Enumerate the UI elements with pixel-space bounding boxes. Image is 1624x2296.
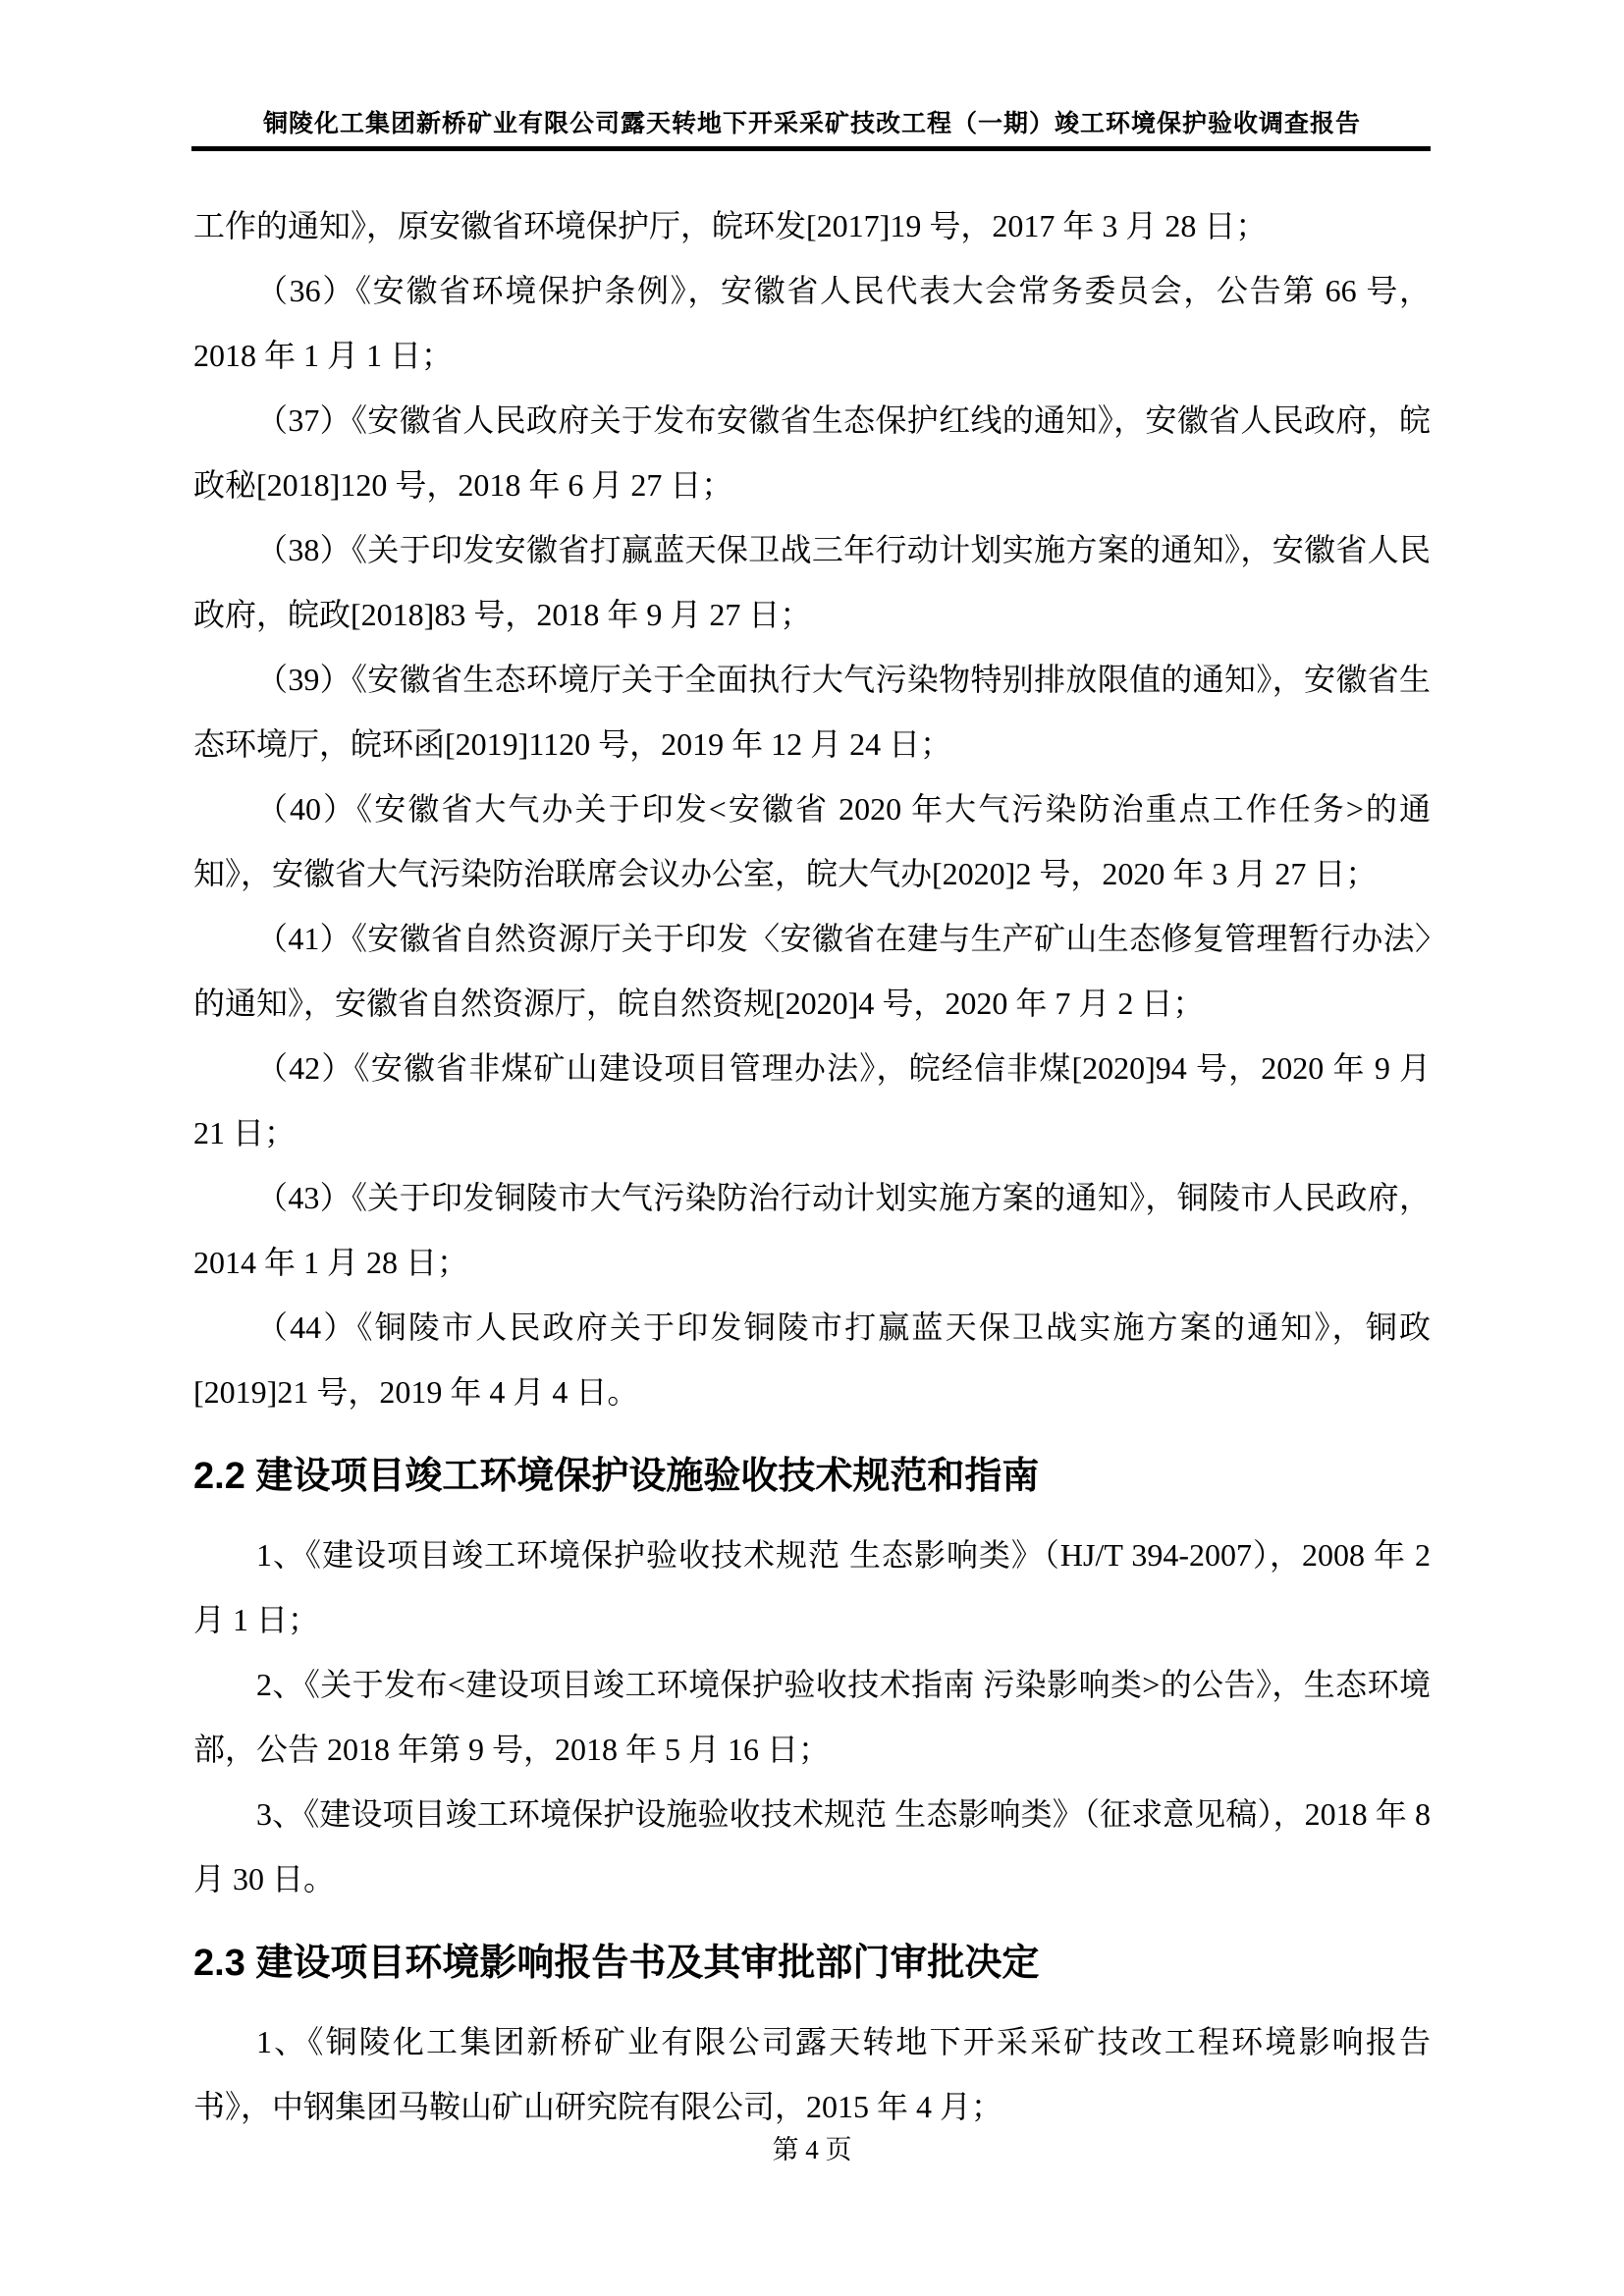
- page-footer: [0, 2128, 1624, 2166]
- body-paragraph-ref-37: （37）《安徽省人民政府关于发布安徽省生态保护红线的通知》，安徽省人民政府，皖政秘[2018]120 号，2018 年 6 月 27 日；: [193, 402, 1431, 503]
- body-paragraph-2-2-item-3: 3、《建设项目竣工环境保护设施验收技术规范 生态影响类》（征求意见稿），2018 年 8 月 30 日。: [193, 1796, 1431, 1896]
- body-paragraph-ref-43: （43）《关于印发铜陵市大气污染防治行动计划实施方案的通知》，铜陵市人民政府，2014 年 1 月 28 日；: [193, 1180, 1431, 1280]
- body-paragraph-2-2-item-2: 2、《关于发布<建设项目竣工环境保护验收技术指南 污染影响类>的公告》，生态环境部，公告 2018 年第 9 号，2018 年 5 月 16 日；: [193, 1667, 1431, 1767]
- body-paragraph-2-2-item-1: 1、《建设项目竣工环境保护验收技术规范 生态影响类》（HJ/T 394-2007），2008 年 2 月 1 日；: [193, 1537, 1431, 1637]
- body-paragraph-continuation: 工作的通知》，原安徽省环境保护厅，皖环发[2017]19 号，2017 年 3 月 28 日；: [193, 208, 1268, 243]
- header-rule: [191, 146, 1431, 151]
- body-paragraph-ref-44: （44）《铜陵市人民政府关于印发铜陵市打赢蓝天保卫战实施方案的通知》，铜政[2019]21 号，2019 年 4 月 4 日。: [193, 1309, 1431, 1410]
- body-paragraph-2-3-item-1: 1、《铜陵化工集团新桥矿业有限公司露天转地下开采采矿技改工程环境影响报告书》，中钢集团马鞍山矿山研究院有限公司，2015 年 4 月；: [193, 2024, 1431, 2124]
- document-body: [193, 193, 1431, 2139]
- body-paragraph-ref-41: （41）《安徽省自然资源厅关于印发〈安徽省在建与生产矿山生态修复管理暂行办法〉的通知》，安徽省自然资源厅，皖自然资规[2020]4 号，2020 年 7 月 2 日；: [193, 921, 1431, 1021]
- running-header-title: 铜陵化工集团新桥矿业有限公司露天转地下开采采矿技改工程（一期）竣工环境保护验收调查报告: [262, 111, 1361, 137]
- body-paragraph-ref-40: （40）《安徽省大气办关于印发<安徽省 2020 年大气污染防治重点工作任务>的通知》，安徽省大气污染防治联席会议办公室，皖大气办[2020]2 号，2020 年 3 月 27 日；: [193, 791, 1431, 891]
- page-number: 第 4 页: [772, 2135, 852, 2164]
- body-paragraph-ref-42: （42）《安徽省非煤矿山建设项目管理办法》，皖经信非煤[2020]94 号，2020 年 9 月 21 日；: [193, 1050, 1431, 1150]
- body-paragraph-ref-36: （36）《安徽省环境保护条例》，安徽省人民代表大会常务委员会，公告第 66 号，2018 年 1 月 1 日；: [193, 273, 1431, 373]
- section-heading-2-3: 2.3 建设项目环境影响报告书及其审批部门审批决定: [193, 1943, 1040, 1984]
- body-paragraph-ref-39: （39）《安徽省生态环境厅关于全面执行大气污染物特别排放限值的通知》，安徽省生态环境厅，皖环函[2019]1120 号，2019 年 12 月 24 日；: [193, 662, 1431, 762]
- body-paragraph-ref-38: （38）《关于印发安徽省打赢蓝天保卫战三年行动计划实施方案的通知》，安徽省人民政府，皖政[2018]83 号，2018 年 9 月 27 日；: [193, 532, 1431, 632]
- section-heading-2-2: 2.2 建设项目竣工环境保护设施验收技术规范和指南: [193, 1456, 1040, 1497]
